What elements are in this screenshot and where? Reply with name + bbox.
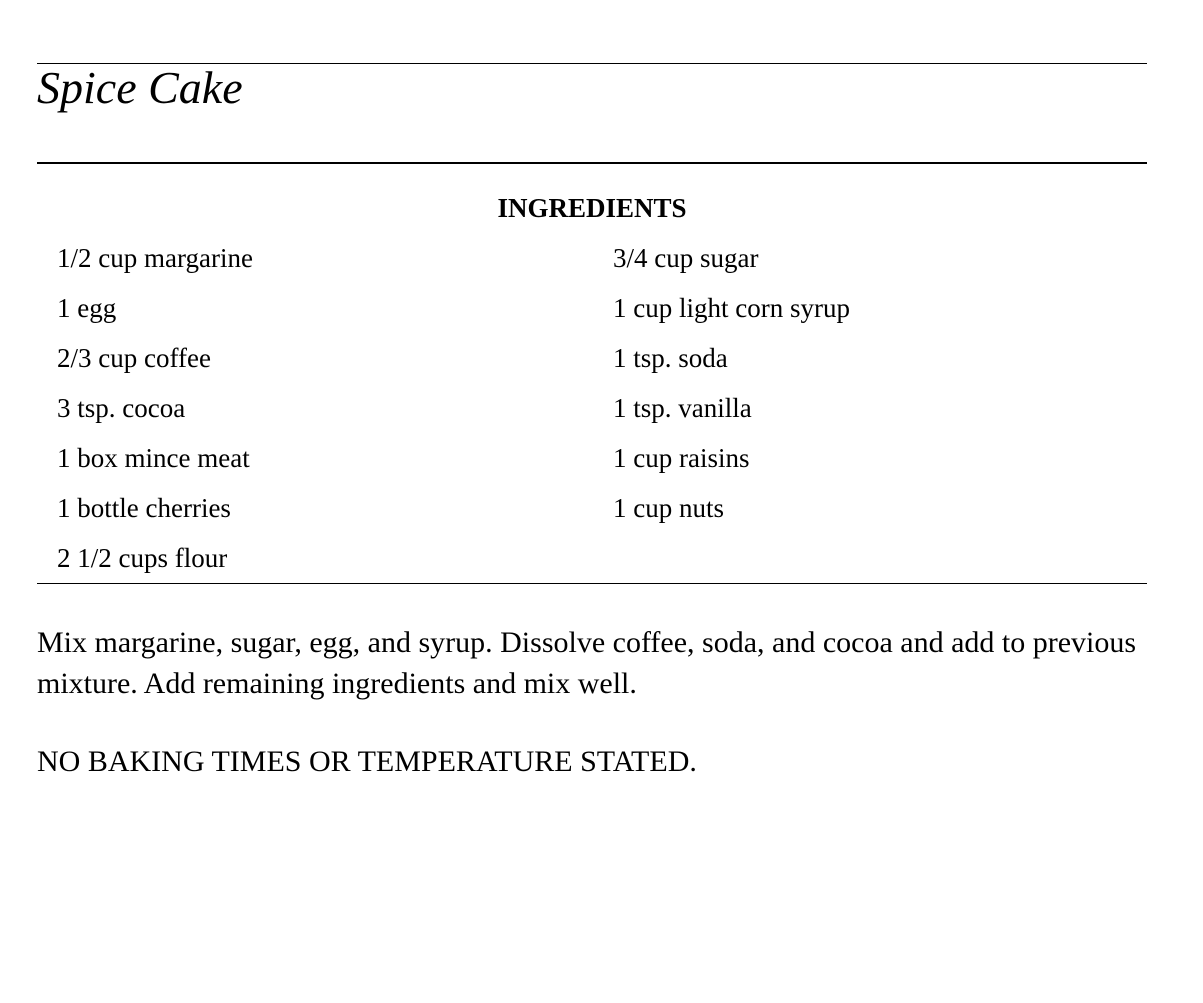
ingredient-item: 1 cup light corn syrup (613, 293, 850, 323)
directions-text: Mix margarine, sugar, egg, and syrup. Dissolve coffee, soda, and cocoa and add to previous mixture. Add remaining ingredients and mix well. (37, 626, 1137, 700)
ingredient-item: 1 tsp. vanilla (613, 393, 752, 423)
ingredient-item: 1 cup nuts (613, 493, 724, 523)
ingredients-right-column (613, 240, 850, 540)
ingredient-item: 1 cup raisins (613, 443, 750, 473)
title-divider (37, 162, 1147, 164)
ingredient-item: 1 bottle cherries (57, 493, 231, 523)
ingredient-item: 1 egg (57, 293, 117, 323)
baking-note: NO BAKING TIMES OR TEMPERATURE STATED. (37, 745, 697, 778)
ingredient-item: 1 tsp. soda (613, 343, 728, 373)
ingredient-item: 3 tsp. cocoa (57, 393, 186, 423)
ingredients-left-column (57, 240, 253, 590)
ingredient-item: 1/2 cup margarine (57, 243, 253, 273)
ingredient-item: 2/3 cup coffee (57, 343, 211, 373)
ingredients-heading: INGREDIENTS (497, 193, 687, 223)
ingredients-bottom-rule (37, 583, 1147, 584)
ingredient-item: 3/4 cup sugar (613, 243, 759, 273)
ingredient-item: 1 box mince meat (57, 443, 250, 473)
ingredient-item: 2 1/2 cups flour (57, 543, 228, 573)
recipe-title: Spice Cake (37, 62, 243, 113)
